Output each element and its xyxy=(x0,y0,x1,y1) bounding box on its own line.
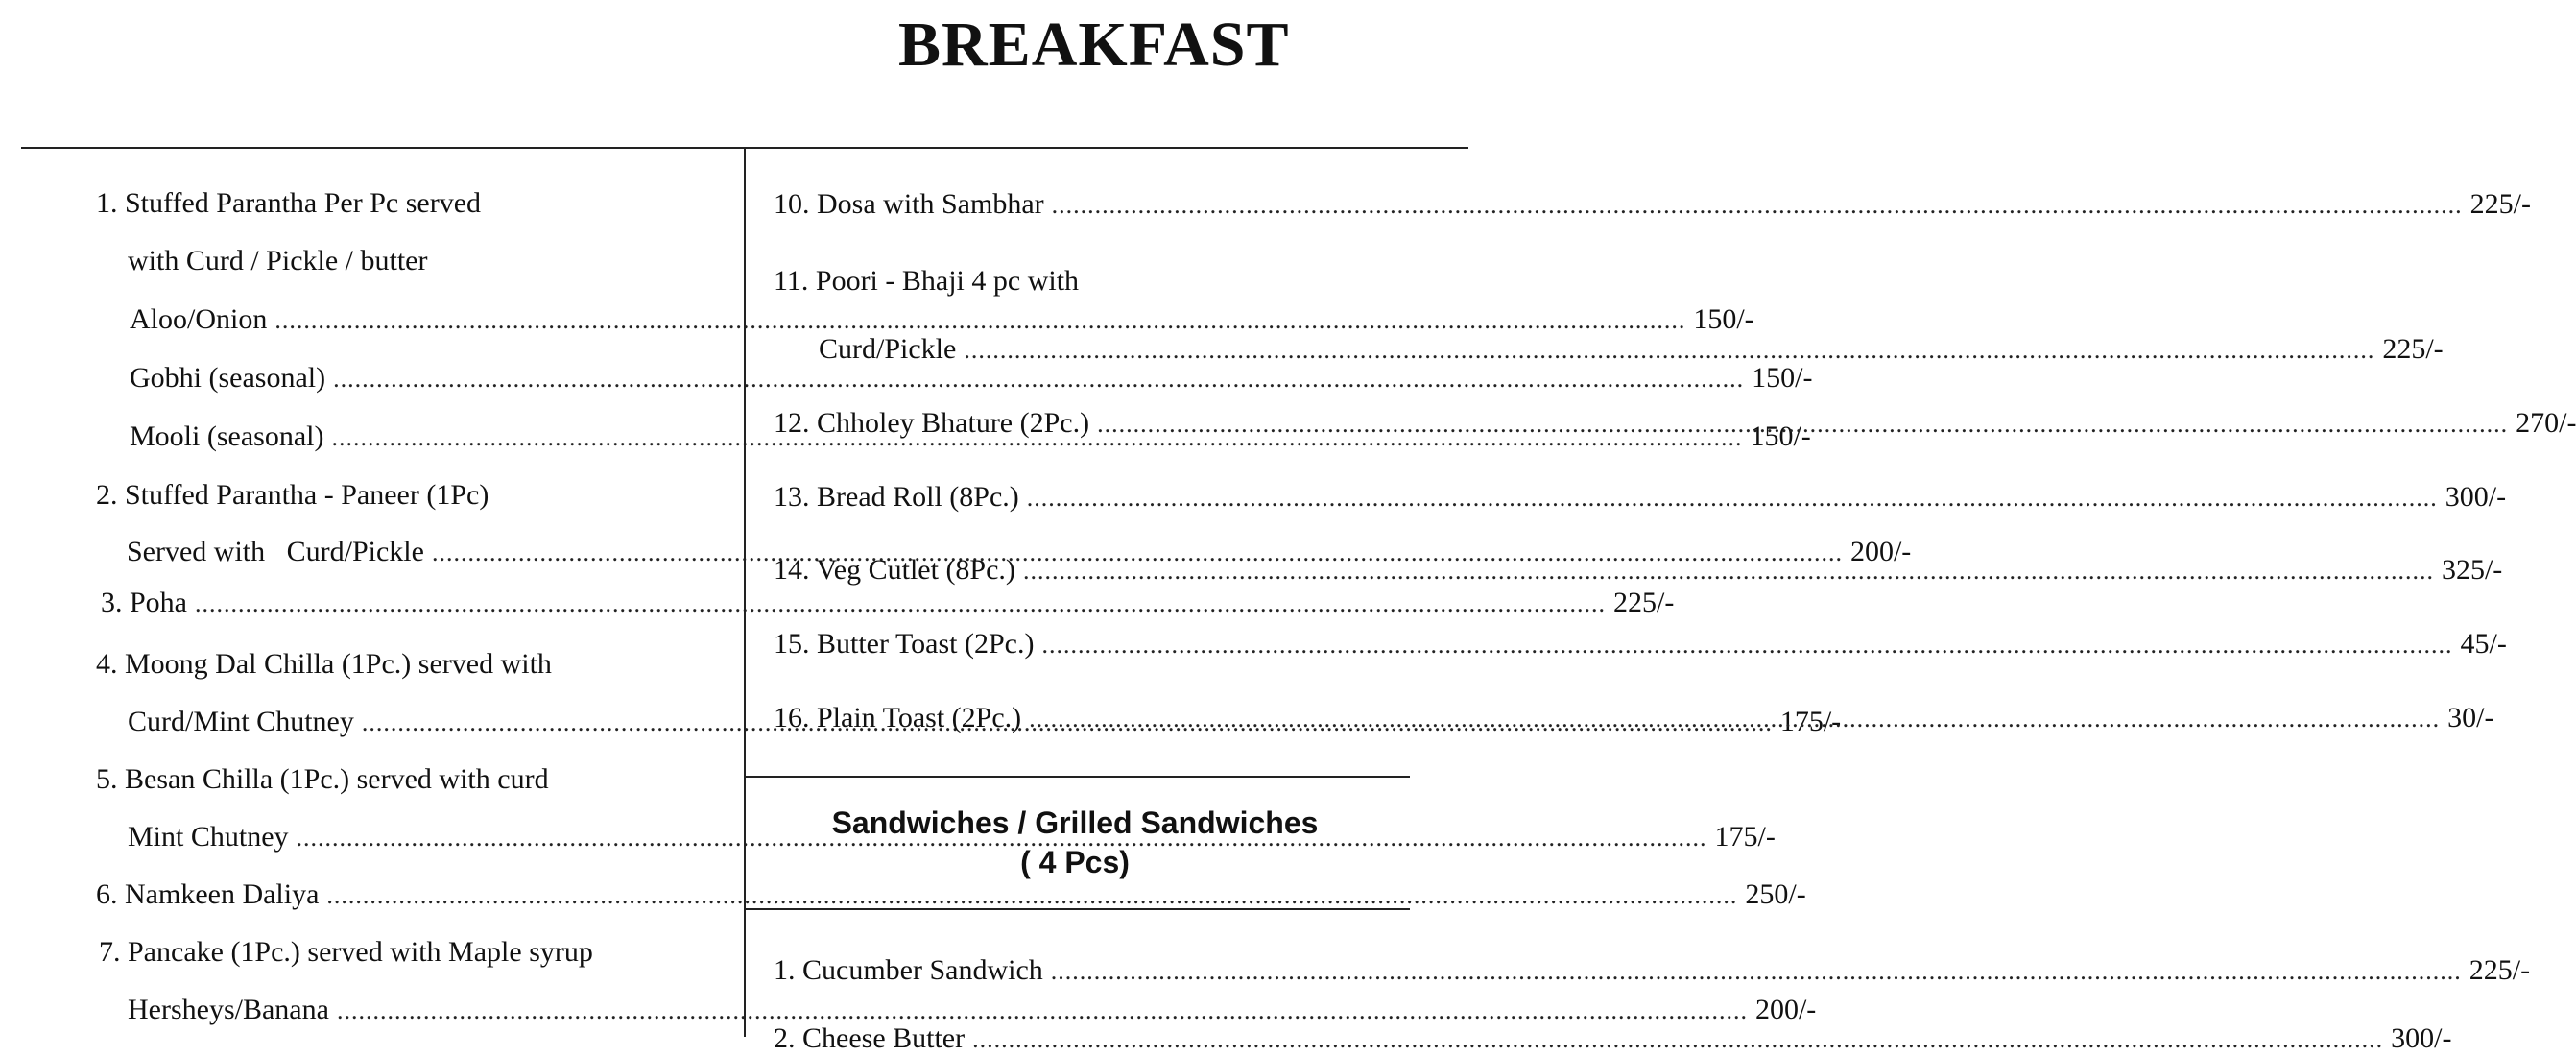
dot-leader xyxy=(972,1022,2383,1057)
menu-item-11: Curd/Pickle ..... 225/- xyxy=(819,332,1407,368)
menu-item-aloo: Aloo/Onion ..... 150/- xyxy=(130,302,694,338)
dot-leader xyxy=(326,878,1737,913)
sandwich-item-2: 2. Cheese Butter ..... 300/- xyxy=(774,1021,1407,1057)
dot-leader xyxy=(1097,407,2508,442)
price: 200/- xyxy=(1754,994,1817,1025)
price: 150/- xyxy=(1752,362,1813,394)
price: 225/- xyxy=(2469,954,2531,986)
menu-item-2: Served with Curd/Pickle ..... 200/- xyxy=(127,535,694,570)
menu-item-6: 6. Namkeen Daliya ..... 250/- xyxy=(96,877,694,913)
cropped-text-fragment xyxy=(399,0,466,2)
price: 175/- xyxy=(1779,706,1842,737)
price: 325/- xyxy=(2441,554,2503,586)
menu-item-1-subtitle: with Curd / Pickle / butter xyxy=(128,245,428,276)
price: 175/- xyxy=(1714,821,1776,853)
sandwiches-heading: Sandwiches / Grilled Sandwiches xyxy=(831,805,1319,840)
menu-item-16: 16. Plain Toast (2Pc.) ..... 30/- xyxy=(774,701,1407,736)
dot-leader xyxy=(1023,554,2434,589)
menu-item-14: 14. Veg Cutlet (8Pc.) ..... 325/- xyxy=(774,553,1407,589)
menu-item-mooli: Mooli (seasonal) ..... 150/- xyxy=(130,420,694,455)
menu-item-5-title: 5. Besan Chilla (1Pc.) served with curd xyxy=(96,763,549,795)
price: 300/- xyxy=(2445,481,2507,513)
price: 225/- xyxy=(2382,333,2444,365)
menu-item-15: 15. Butter Toast (2Pc.) ..... 45/- xyxy=(774,627,1407,662)
menu-item-11-title: 11. Poori - Bhaji 4 pc with xyxy=(774,265,1080,297)
dot-leader xyxy=(1041,628,2452,662)
menu-item-4-title: 4. Moong Dal Chilla (1Pc.) served with xyxy=(96,648,552,680)
menu-item-3: 3. Poha ..... 225/- xyxy=(101,586,696,621)
dot-leader xyxy=(964,333,2374,368)
sandwiches-subheading: ( 4 Pcs) xyxy=(1020,845,1130,879)
menu-item-5: Mint Chutney ..... 175/- xyxy=(128,820,694,855)
dot-leader xyxy=(1027,481,2438,516)
menu-item-gobhi: Gobhi (seasonal) ..... 150/- xyxy=(130,361,694,396)
price: 45/- xyxy=(2460,628,2507,660)
price: 150/- xyxy=(1693,303,1754,335)
price: 300/- xyxy=(2391,1022,2452,1054)
price: 200/- xyxy=(1849,536,1912,567)
dot-leader xyxy=(195,587,1606,621)
price: 250/- xyxy=(1745,878,1806,910)
menu-item-1-title: 1. Stuffed Parantha Per Pc served xyxy=(96,187,482,219)
menu-item-12: 12. Chholey Bhature (2Pc.) ..... 270/- xyxy=(774,406,1407,442)
sandwich-item-1: 1. Cucumber Sandwich ..... 225/- xyxy=(774,953,1407,989)
price: 150/- xyxy=(1750,420,1811,452)
menu-item-7-title: 7. Pancake (1Pc.) served with Maple syrup xyxy=(99,936,593,968)
price: 270/- xyxy=(2516,407,2576,439)
menu-item-13: 13. Bread Roll (8Pc.) ..... 300/- xyxy=(774,480,1407,516)
price: 30/- xyxy=(2447,702,2494,733)
dot-leader xyxy=(1029,702,2440,736)
menu-item-10: 10. Dosa with Sambhar ..... 225/- xyxy=(774,187,1407,223)
dot-leader xyxy=(1051,954,2462,989)
menu-title: BREAKFAST xyxy=(898,10,1290,80)
price: 225/- xyxy=(1613,587,1675,618)
menu-item-2-title: 2. Stuffed Parantha - Paneer (1Pc) xyxy=(96,479,489,511)
section-divider-top xyxy=(746,776,1410,778)
price: 225/- xyxy=(2469,188,2531,220)
menu-item-4: Curd/Mint Chutney ..... 175/- xyxy=(128,705,694,740)
dot-leader xyxy=(1052,188,2463,223)
menu-item-7: Hersheys/Banana ..... 200/- xyxy=(128,993,694,1028)
